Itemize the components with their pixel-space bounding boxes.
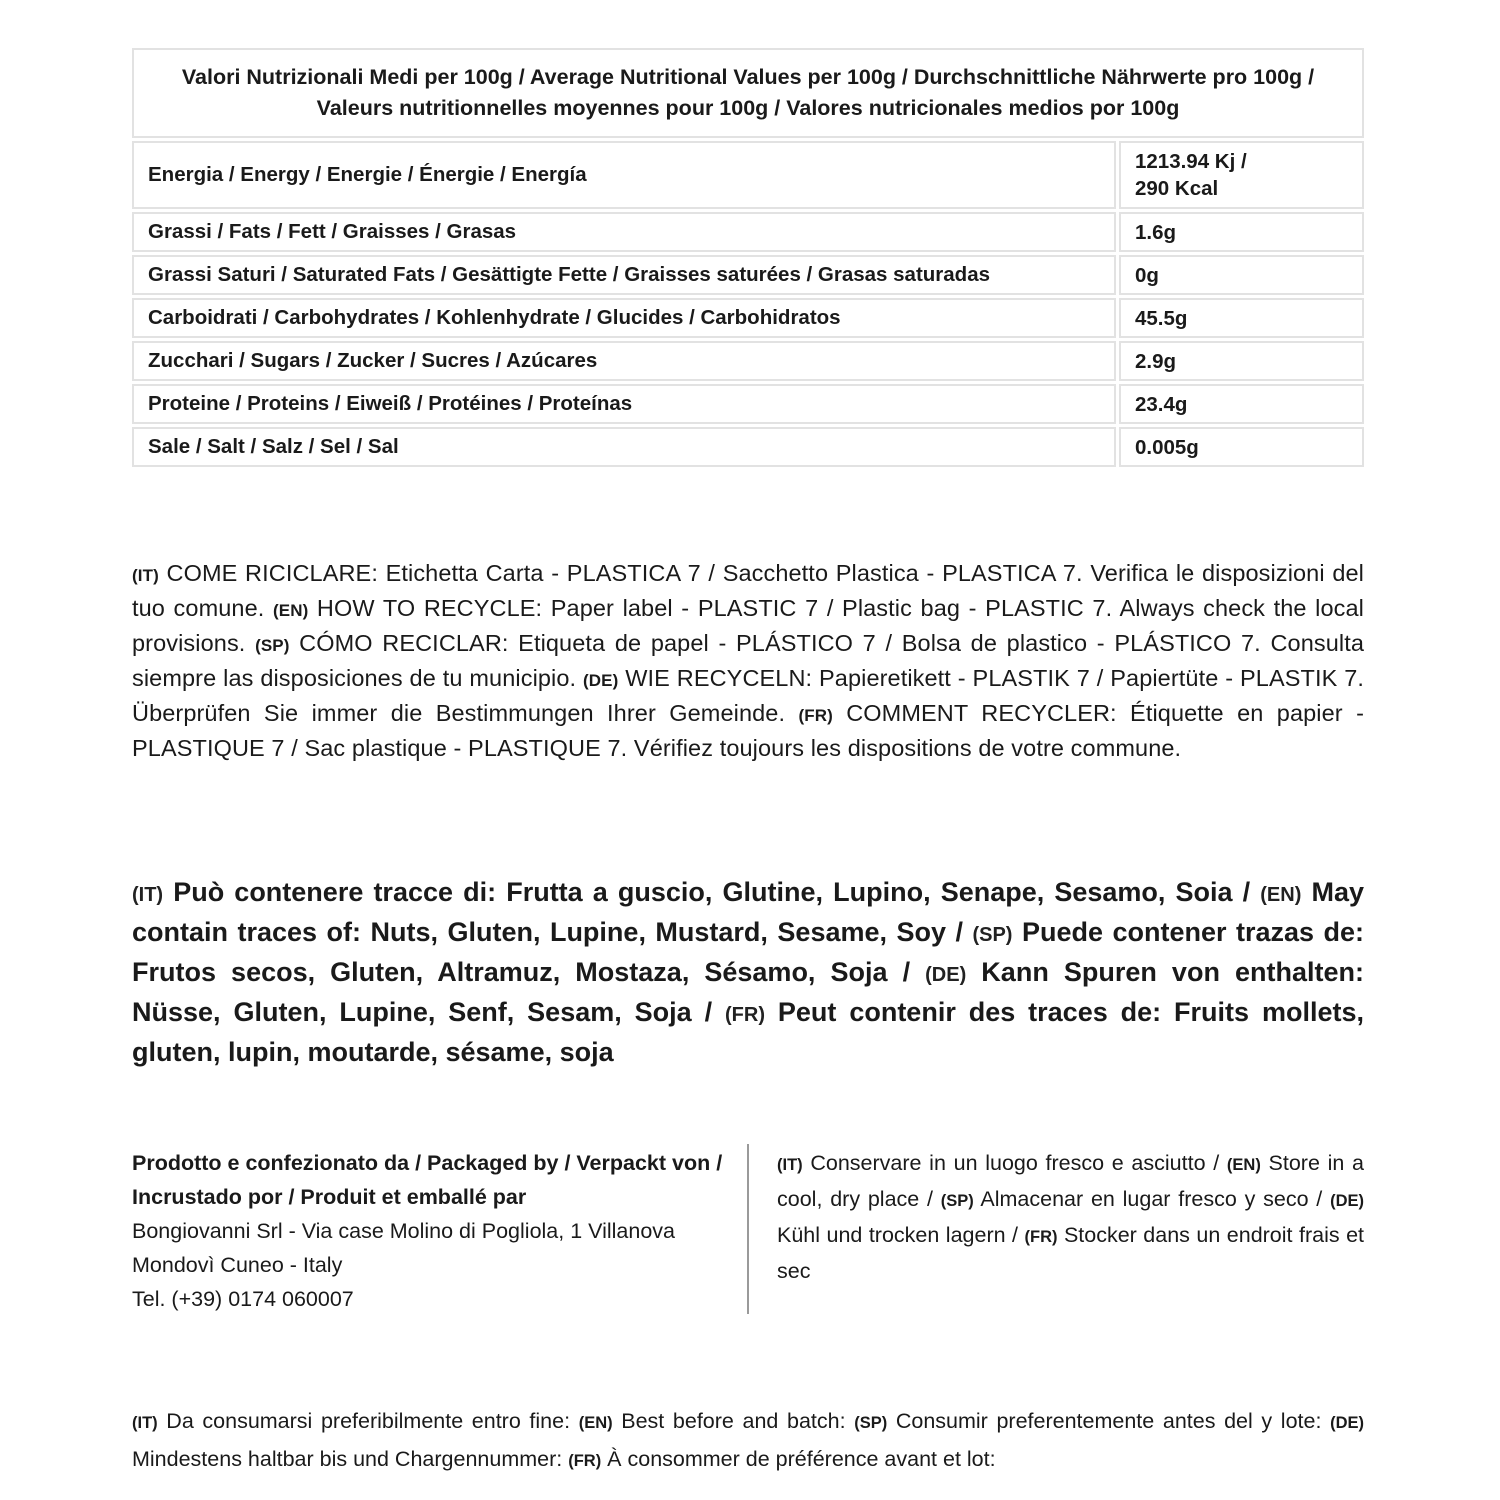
allergen-text-en: May contain traces of: Nuts, Gluten, Lupine, Mustard, Sesame, Soy /: [132, 877, 1364, 947]
lang-code-it: (IT): [777, 1156, 803, 1174]
lang-code-de: (DE): [1330, 1192, 1364, 1210]
lang-code-en: (EN): [273, 601, 309, 620]
row-label: Energia / Energy / Energie / Énergie / Energía: [132, 141, 1116, 209]
row-value: 23.4g: [1119, 384, 1364, 424]
lang-code-de: (DE): [1330, 1414, 1364, 1432]
lang-code-en: (EN): [1226, 1156, 1261, 1174]
best-before-text-en: Best before and batch:: [612, 1409, 855, 1433]
row-label: Zucchari / Sugars / Zucker / Sucres / Azúcares: [132, 341, 1116, 381]
lang-code-sp: (SP): [940, 1192, 974, 1210]
lang-code-de: (DE): [925, 964, 967, 986]
best-before-text-it: Da consumarsi preferibilmente entro fine:: [157, 1409, 579, 1433]
lang-code-sp: (SP): [854, 1414, 888, 1432]
lang-code-it: (IT): [132, 1414, 158, 1432]
allergen-text-fr: Peut contenir des traces de: Fruits mollets, gluten, lupin, moutarde, sésame, soja: [132, 997, 1364, 1067]
storage-text-it: Conservare in un luogo fresco e asciutto /: [802, 1151, 1227, 1175]
table-row-proteins: [132, 384, 1364, 424]
storage-text-sp: Almacenar en lugar fresco y seco /: [973, 1187, 1331, 1211]
row-label: Grassi / Fats / Fett / Graisses / Grasas: [132, 212, 1116, 252]
recycling-instructions: [132, 557, 1364, 765]
lang-code-sp: (SP): [972, 924, 1013, 946]
storage-instructions: [777, 1146, 1364, 1288]
lang-code-fr: (FR): [798, 706, 833, 725]
table-row-saturated-fats: [132, 255, 1364, 295]
row-value: 1213.94 Kj / 290 Kcal: [1119, 141, 1364, 209]
nutrition-table-header: Valori Nutrizionali Medi per 100g / Average Nutritional Values per 100g / Durchschnittliche Nährwerte pro 100g / Valeurs nutritionnelles moyennes pour 100g / Valores nutricionales medios por 100g: [132, 48, 1364, 138]
table-row-energy: [132, 141, 1364, 209]
lang-code-it: (IT): [132, 566, 159, 585]
lang-code-sp: (SP): [255, 636, 290, 655]
producer-heading: Prodotto e confezionato da / Packaged by / Verpackt von / Incrustado por / Produit et emballé par: [132, 1151, 723, 1209]
row-value: 0.005g: [1119, 427, 1364, 467]
table-row-salt: [132, 427, 1364, 467]
producer-phone: Tel. (+39) 0174 060007: [132, 1287, 354, 1311]
row-label: Grassi Saturi / Saturated Fats / Gesättigte Fette / Graisses saturées / Grasas saturadas: [132, 255, 1116, 295]
recycle-text-en: HOW TO RECYCLE: Paper label - PLASTIC 7 / Plastic bag - PLASTIC 7. Always check the local provisions.: [132, 595, 1365, 656]
best-before-text-fr: À consommer de préférence avant et lot:: [601, 1447, 996, 1471]
row-label: Sale / Salt / Salz / Sel / Sal: [132, 427, 1116, 467]
storage-text-de: Kühl und trocken lagern /: [777, 1223, 1025, 1247]
table-row-carbohydrates: [132, 298, 1364, 338]
recycle-text-it: COME RICICLARE: Etichetta Carta - PLASTICA 7 / Sacchetto Plastica - PLASTICA 7. Verifica le disposizioni del tuo comune.: [132, 560, 1364, 621]
lang-code-en: (EN): [578, 1414, 613, 1432]
producer-info: [132, 1146, 732, 1316]
lang-code-fr: (FR): [725, 1004, 765, 1026]
best-before-notice: [132, 1403, 1364, 1479]
best-before-text-de: Mindestens haltbar bis und Chargennummer:: [132, 1447, 569, 1471]
table-row-sugars: [132, 341, 1364, 381]
lang-code-en: (EN): [1260, 884, 1302, 906]
table-row-fats: [132, 212, 1364, 252]
row-value: 0g: [1119, 255, 1364, 295]
allergen-text-it: Può contenere tracce di: Frutta a guscio, Glutine, Lupino, Senape, Sesamo, Soia /: [163, 877, 1261, 907]
storage-text-fr: Stocker dans un endroit frais et sec: [777, 1223, 1365, 1283]
lang-code-fr: (FR): [568, 1452, 602, 1470]
nutrition-rows: [132, 141, 1364, 467]
lang-code-de: (DE): [583, 671, 619, 690]
allergen-text-sp: Puede contener trazas de: Frutos secos, Gluten, Altramuz, Mostaza, Sésamo, Soja /: [132, 917, 1364, 987]
producer-address: Bongiovanni Srl - Via case Molino di Pogliola, 1 Villanova Mondovì Cuneo - Italy: [132, 1219, 676, 1277]
allergen-text-de: Kann Spuren von enthalten: Nüsse, Gluten, Lupine, Senf, Sesam, Soja /: [132, 957, 1364, 1027]
storage-text-en: Store in a cool, dry place /: [777, 1151, 1364, 1211]
recycle-text-fr: COMMENT RECYCLER: Étiquette en papier - PLASTIQUE 7 / Sac plastique - PLASTIQUE 7. Vérifiez toujours les dispositions de votre commune.: [132, 700, 1365, 761]
row-label: Proteine / Proteins / Eiweiß / Protéines / Proteínas: [132, 384, 1116, 424]
nutrition-table: [132, 48, 1364, 470]
row-label: Carboidrati / Carbohydrates / Kohlenhydrate / Glucides / Carbohidratos: [132, 298, 1116, 338]
recycle-text-de: WIE RECYCELN: Papieretikett - PLASTIK 7 / Papiertüte - PLASTIK 7. Überprüfen Sie immer die Bestimmungen Ihrer Gemeinde.: [132, 665, 1364, 726]
row-value: 2.9g: [1119, 341, 1364, 381]
row-value: 45.5g: [1119, 298, 1364, 338]
lang-code-fr: (FR): [1024, 1228, 1058, 1246]
best-before-text-sp: Consumir preferentemente antes del y lote:: [887, 1409, 1331, 1433]
column-divider: [747, 1144, 749, 1314]
lang-code-it: (IT): [132, 884, 164, 906]
recycle-text-sp: CÓMO RECICLAR: Etiqueta de papel - PLÁSTICO 7 / Bolsa de plastico - PLÁSTICO 7. Consulta siempre las disposiciones de tu municipio.: [132, 630, 1364, 691]
row-value: 1.6g: [1119, 212, 1364, 252]
allergen-warning: [132, 874, 1364, 1071]
